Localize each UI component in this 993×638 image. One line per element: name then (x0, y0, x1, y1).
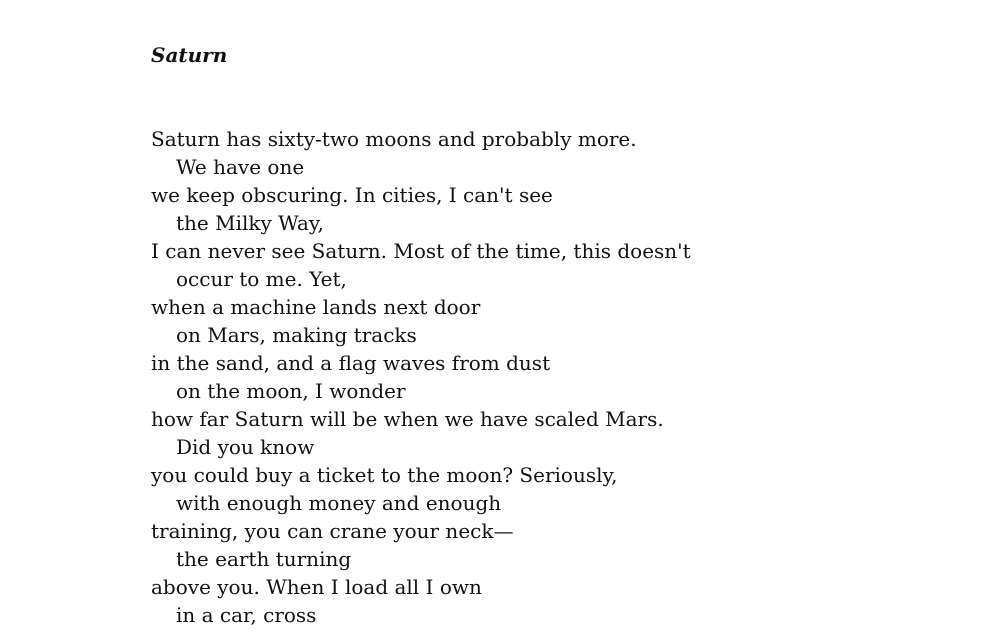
poem-line: on the moon, I wonder (176, 379, 406, 403)
poem-line: We have one (176, 155, 305, 179)
poem-line: Did you know (176, 435, 315, 459)
poem-body (151, 125, 691, 629)
poem-line: in the sand, and a flag waves from dust (151, 351, 551, 375)
poem-line: when a machine lands next door (151, 295, 481, 319)
poem-line: the earth turning (176, 547, 352, 571)
poem-line: with enough money and enough (176, 491, 502, 515)
poem-line: I can never see Saturn. Most of the time, this doesn't (151, 239, 691, 263)
poem-line: you could buy a ticket to the moon? Seriously, (151, 463, 618, 487)
poem-line: the Milky Way, (176, 211, 324, 235)
poem-line: how far Saturn will be when we have scaled Mars. (151, 407, 664, 431)
poem-line: on Mars, making tracks (176, 323, 417, 347)
poem-line: we keep obscuring. In cities, I can't see (151, 183, 553, 207)
poem-line: training, you can crane your neck— (151, 519, 514, 543)
poem-line: in a car, cross (176, 603, 317, 627)
poem-line: Saturn has sixty-two moons and probably more. (151, 127, 637, 151)
poem-line: occur to me. Yet, (176, 267, 347, 291)
poem-title: Saturn (151, 43, 228, 67)
poem-line: above you. When I load all I own (151, 575, 482, 599)
